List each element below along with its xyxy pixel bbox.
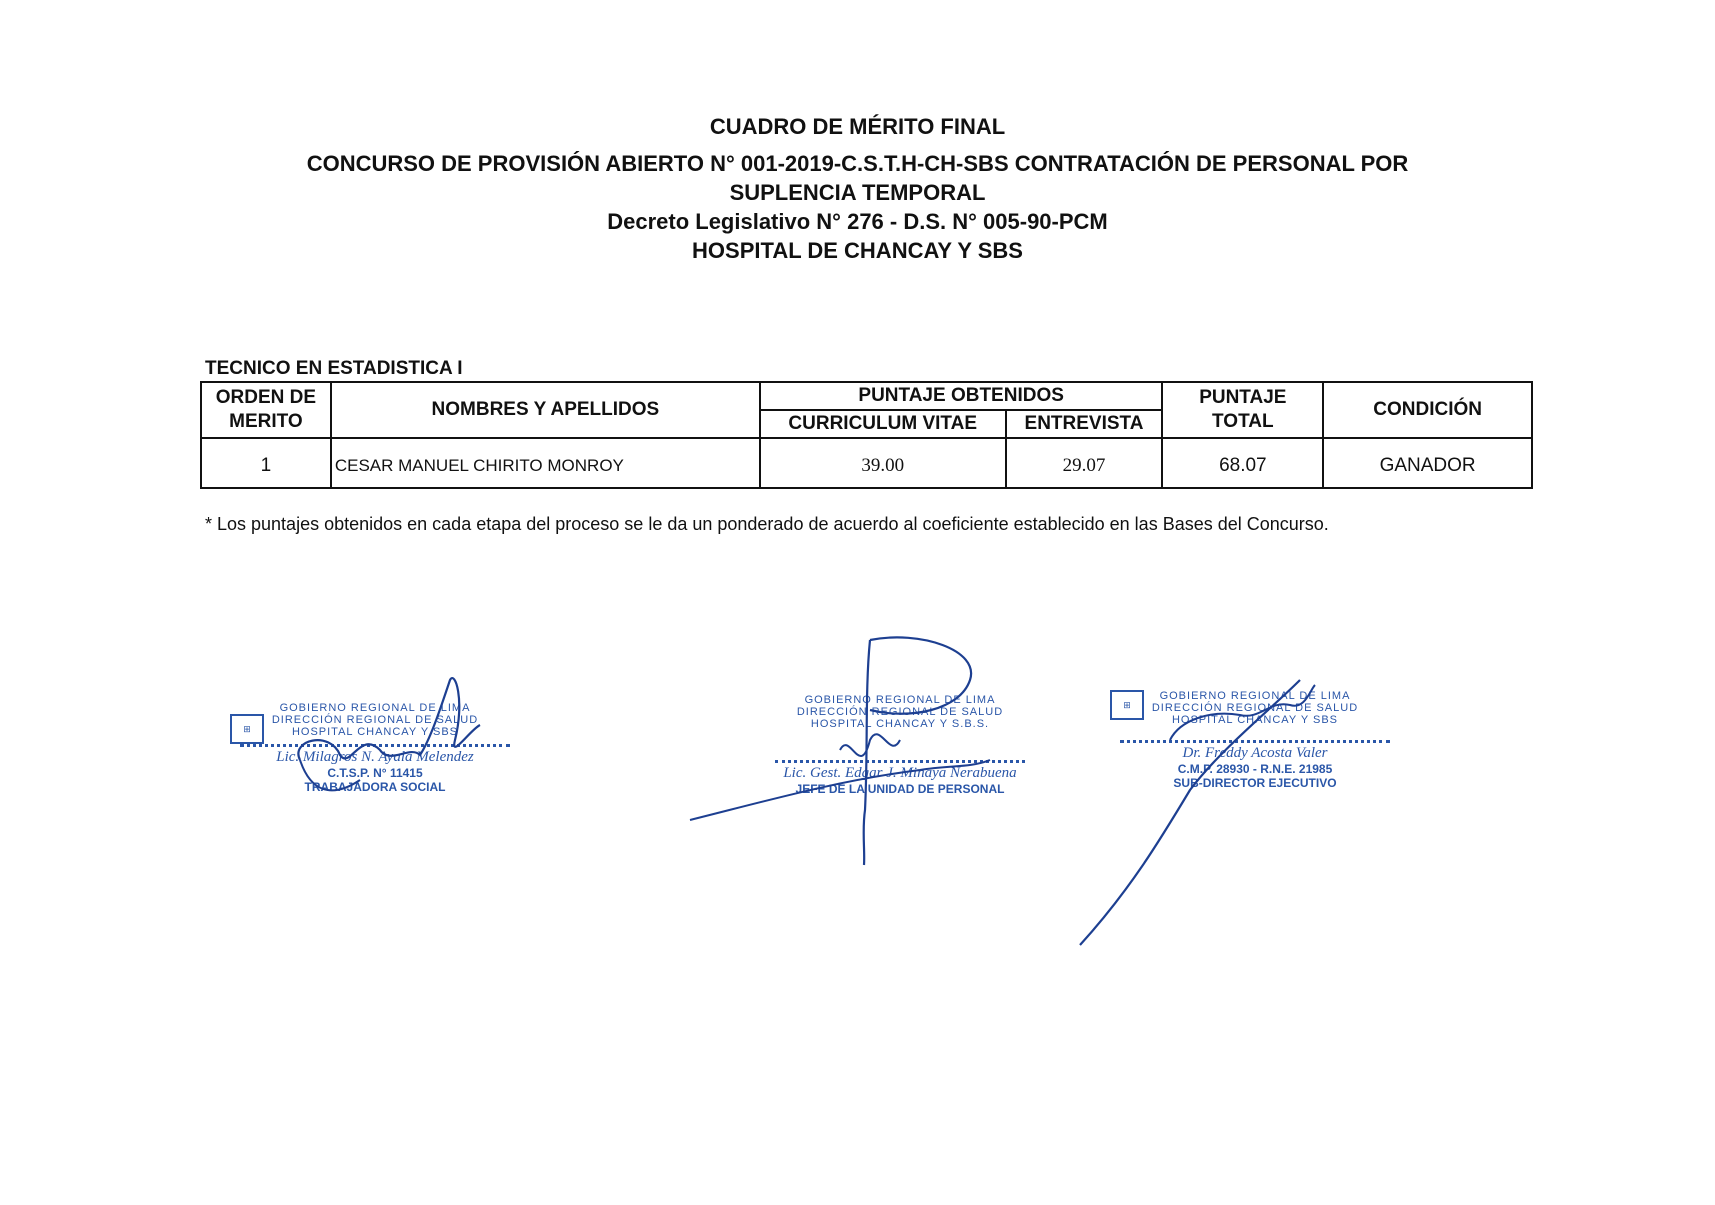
document-subtitle-line2: SUPLENCIA TEMPORAL bbox=[729, 180, 986, 205]
regional-government-logo-icon: ⊞ bbox=[1110, 690, 1144, 720]
stamp-line3: HOSPITAL CHANCAY Y SBS bbox=[1171, 714, 1339, 726]
header-puntaje-total: PUNTAJE TOTAL bbox=[1162, 382, 1323, 438]
stamp-name: Lic. Gest. Edgar J. Minaya Nerabuena bbox=[783, 765, 1017, 781]
cell-condicion: GANADOR bbox=[1323, 438, 1532, 488]
stamp-name: Dr. Freddy Acosta Valer bbox=[1182, 745, 1328, 761]
cell-orden: 1 bbox=[201, 438, 331, 488]
table-row bbox=[201, 438, 1532, 488]
document-title: CUADRO DE MÉRITO FINAL bbox=[709, 114, 1006, 139]
stamp-line2: DIRECCIÓN REGIONAL DE SALUD bbox=[271, 714, 479, 726]
regional-government-logo-icon: ⊞ bbox=[230, 714, 264, 744]
cell-nombre: CESAR MANUEL CHIRITO MONROY bbox=[331, 438, 760, 488]
document-decree: Decreto Legislativo N° 276 - D.S. N° 005-90-PCM bbox=[607, 209, 1108, 234]
stamp-role: JEFE DE LA UNIDAD DE PERSONAL bbox=[795, 782, 1005, 796]
header-entrevista: ENTREVISTA bbox=[1006, 410, 1163, 438]
document-hospital: HOSPITAL DE CHANCAY Y SBS bbox=[692, 238, 1023, 263]
header-condicion: CONDICIÓN bbox=[1323, 382, 1532, 438]
merit-table bbox=[200, 381, 1533, 489]
document-subtitle-line1: CONCURSO DE PROVISIÓN ABIERTO N° 001-2019-C.S.T.H-CH-SBS CONTRATACIÓN DE PERSONAL POR bbox=[306, 151, 1409, 176]
section-label: TECNICO EN ESTADISTICA I bbox=[205, 358, 463, 379]
signature-1 bbox=[270, 670, 490, 810]
header-orden: ORDEN DE MERITO bbox=[201, 382, 331, 438]
cell-total: 68.07 bbox=[1162, 438, 1323, 488]
stamp-registration: C.T.S.P. N° 11415 bbox=[327, 766, 423, 780]
document-header bbox=[0, 112, 1715, 265]
header-curriculum: CURRICULUM VITAE bbox=[760, 410, 1006, 438]
stamp-line1: GOBIERNO REGIONAL DE LIMA bbox=[1159, 690, 1351, 702]
cell-entrevista: 29.07 bbox=[1006, 438, 1163, 488]
signature-2 bbox=[690, 630, 1010, 870]
stamp-line2: DIRECCIÓN REGIONAL DE SALUD bbox=[1151, 702, 1359, 714]
stamp-role: TRABAJADORA SOCIAL bbox=[304, 780, 446, 794]
stamp-registration: C.M.P. 28930 - R.N.E. 21985 bbox=[1177, 762, 1333, 776]
footnote: * Los puntajes obtenidos en cada etapa del proceso se le da un ponderado de acuerdo al coeficiente establecido en las Bases del Concurso. bbox=[205, 514, 1329, 534]
stamp-name: Lic. Milagros N. Ayala Melendez bbox=[276, 749, 474, 765]
header-nombres: NOMBRES Y APELLIDOS bbox=[331, 382, 760, 438]
stamp-line1: GOBIERNO REGIONAL DE LIMA bbox=[804, 694, 996, 706]
stamp-role: SUB-DIRECTOR EJECUTIVO bbox=[1173, 776, 1337, 790]
stamp-line3: HOSPITAL CHANCAY Y SBS bbox=[291, 726, 459, 738]
cell-curriculum: 39.00 bbox=[760, 438, 1006, 488]
stamp-line2: DIRECCIÓN REGIONAL DE SALUD bbox=[796, 706, 1004, 718]
stamp-line3: HOSPITAL CHANCAY Y S.B.S. bbox=[810, 718, 990, 730]
stamp-line1: GOBIERNO REGIONAL DE LIMA bbox=[279, 702, 471, 714]
signature-3 bbox=[1070, 670, 1330, 950]
header-puntaje-obtenidos: PUNTAJE OBTENIDOS bbox=[760, 382, 1163, 410]
